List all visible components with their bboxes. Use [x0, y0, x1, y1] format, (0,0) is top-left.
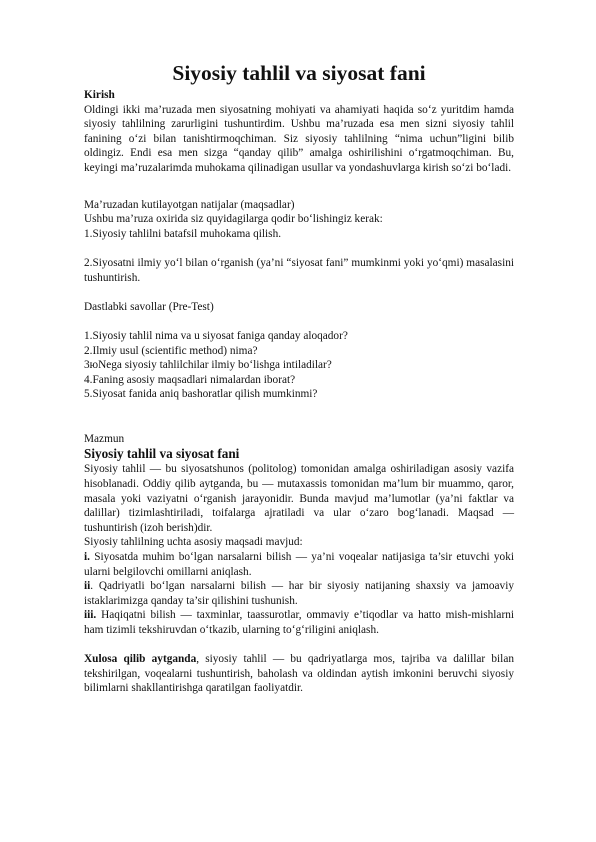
- intro-heading: Kirish: [84, 89, 115, 101]
- pretest-item-1: 1.Siyosiy tahlil nima va u siyosat faniga qanday aloqador?: [84, 329, 348, 342]
- aim-text: Siyosatda muhim bo‘lgan narsalarni bilish — ya’ni voqealar natijasiga ta’sir etuvchi yoki ularni belgilovchi omillarni aniqlash.: [84, 551, 514, 578]
- aim-item-3: [84, 608, 514, 637]
- aim-item-1: [84, 550, 514, 579]
- objectives-lead: Ushbu ma’ruza oxirida siz quyidagilarga qodir bo‘lishingiz kerak:: [84, 213, 383, 226]
- pretest-item-4: 4.Faning asosiy maqsadlari nimalardan iborat?: [84, 373, 296, 386]
- intro-paragraph: Oldingi ikki ma’ruzada men siyosatning mohiyati va ahamiyati haqida so‘z yuritdim hamda siyosiy tahlilning zarurligini tushuntirdim. Ushbu ma’ruzada esa men sizni siyosiy tahlil fanining o‘zi bilan tanishtirmoqchiman. Siz siyosiy tahlilning “nima uchun”ligini bilib oldingiz. Endi esa men sizga “qanday qilib” amalga oshirilishini o‘rgatmoqchiman. Bu, keyingi ma’ruzalarimda muhokama qilinadigan usullar va yondashuvlarga kirish so‘zi bo‘ladi.: [84, 103, 514, 174]
- document-title: Siyosiy tahlil va siyosat fani: [172, 61, 426, 85]
- objective-item-2: 2.Siyosatni ilmiy yo‘l bilan o‘rganish (ya’ni “siyosat fani” mumkinmi yoki yo‘qmi) masalasini tushuntirish.: [84, 256, 514, 284]
- objectives-heading: Ma’ruzadan kutilayotgan natijalar (maqsadlar): [84, 198, 295, 211]
- objective-item-1: 1.Siyosiy tahlilni batafsil muhokama qilish.: [84, 227, 282, 240]
- conclusion-text: , siyosiy tahlil — bu qadriyatlarga mos, tajriba va dalillar bilan tekshirilgan, voqealarni tushuntirish, baholash va oldindan aytish imkonini beruvchi siyosiy bilimlarni shakllantirishga qaratilgan faoliyatdir.: [84, 653, 514, 695]
- aims-lead: Siyosiy tahlilning uchta asosiy maqsadi mavjud:: [84, 536, 303, 549]
- aim-item-2: [84, 579, 514, 608]
- aim-marker: ii: [84, 580, 91, 593]
- aim-text: . Qadriyatli bo‘lgan narsalarni bilish — har bir siyosiy natijaning shaxsiy va jamoaviy istaklarimizga qanday ta’sir qilishini tushunish.: [84, 580, 514, 607]
- document-page: [84, 60, 514, 696]
- aim-marker: i.: [84, 551, 90, 564]
- pretest-heading: Dastlabki savollar (Pre-Test): [84, 300, 214, 313]
- aim-text: Haqiqatni bilish — taxminlar, taassurotlar, ommaviy e’tiqodlar va hatto mish-mishlarni ham tizimli tekshiruvdan o‘tkazib, ularning to‘g‘riligini aniqlash.: [84, 609, 514, 636]
- content-paragraph: Siyosiy tahlil — bu siyosatshunos (politolog) tomonidan amalga oshiriladigan asosiy vazifa hisoblanadi. Oddiy qilib aytganda, bu — mutaxassis tomonidan ma’lum bir muammo, qaror, masala yoki vaziyatni o‘rganish jarayonidir. Bunda mavjud ma’lumotlar (ya’ni faktlar va dalillar) tizimlashtiriladi, toifalarga ajratiladi va ular o‘zaro bog‘lanadi. Maqsad — tushuntirish (izoh berish)dir.: [84, 463, 514, 534]
- pretest-item-2: 2.Ilmiy usul (scientific method) nima?: [84, 344, 258, 357]
- pretest-item-5: 5.Siyosat fanida aniq bashoratlar qilish mumkinmi?: [84, 388, 318, 401]
- content-heading: Siyosiy tahlil va siyosat fani: [84, 446, 240, 462]
- pretest-item-3: 3юNega siyosiy tahlilchilar ilmiy bo‘lishga intiladilar?: [84, 359, 332, 372]
- conclusion-paragraph: [84, 652, 514, 696]
- conclusion-label: Xulosa qilib aytganda: [84, 653, 197, 666]
- aim-marker: iii.: [84, 609, 97, 622]
- content-label: Mazmun: [84, 432, 125, 445]
